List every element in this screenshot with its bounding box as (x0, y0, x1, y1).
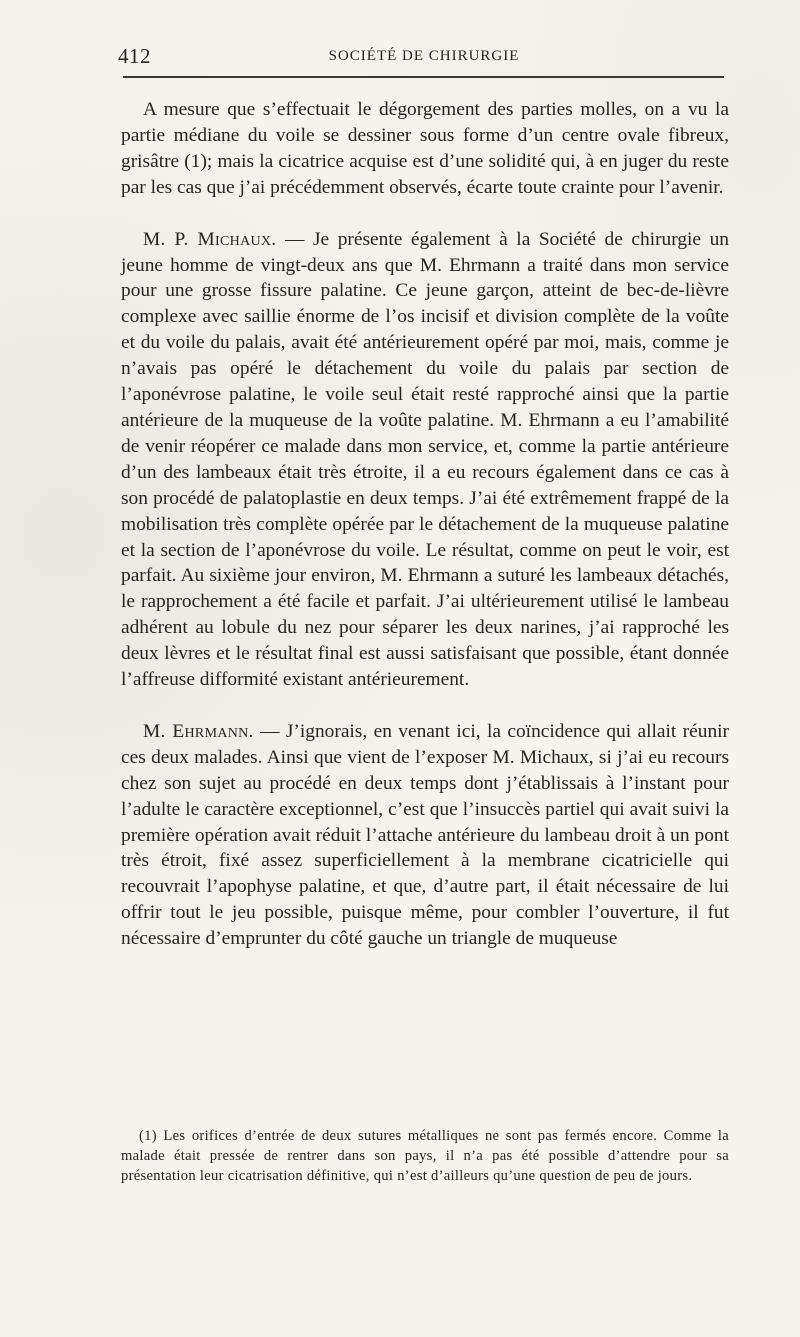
page-header (118, 44, 730, 74)
paragraph-text: A mesure que s’effectuait le dégorgement des parties molles, on a vu la partie médiane du voile se dessiner sous forme d’un centre ovale fibreux, grisâtre (1); mais la cicatrice acquise est d’une solidité qui, à en juger du reste par les cas que j’ai précédemment observés, écarte toute crainte pour l’avenir. (121, 99, 729, 198)
paragraph-text: — Je présente également à la Société de chirurgie un jeune homme de vingt-deux ans que M. Ehrmann a traité dans mon service pour une grosse fissure palatine. Ce jeune garçon, atteint de bec-de-lièvre complexe avec saillie énorme de l’os incisif et division complète de la voûte et du voile du palais, avait été antérieurement opéré par moi, mais, comme je n’avais pas opéré le détachement du voile du palais par section de l’aponévrose palatine, le voile seul était resté rapproché ainsi que la partie antérieure de la muqueuse de la voûte palatine. M. Ehrmann a eu l’amabilité de venir réopérer ce malade dans mon service, et, comme la partie antérieure d’un des lambeaux était très étroite, il a eu recours également dans ce cas à son procédé de palatoplastie en deux temps. J’ai été extrêmement frappé de la mobilisation très complète opérée par le détachement de la muqueuse palatine et la section de l’aponévrose du voile. Le résultat, comme on peut le voir, est parfait. Au sixième jour environ, M. Ehrmann a suturé les lambeaux détachés, le rapprochement a été facile et parfait. J’ai ultérieurement utilisé le lambeau adhérent au lobule du nez pour séparer les deux narines, j’ai rapproché les deux lèvres et le résultat final est aussi satisfaisant que possible, étant donnée l’affreuse difformité existant antérieurement. (121, 228, 729, 691)
speaker-name: M. Ehrmann. (143, 720, 254, 742)
footnote: (1) Les orifices d’entrée de deux sutures métalliques ne sont pas fermés encore. Comme la malade était pressée de rentrer dans son pays, il n’a pas été possible d’attendre pour sa présentation leur cicatrisation définitive, qui n’est d’ailleurs qu’une question de peu de jours. (121, 1128, 729, 1184)
running-title: SOCIÉTÉ DE CHIRURGIE (328, 48, 520, 64)
main-text (121, 97, 729, 952)
paragraph-michaux (121, 227, 729, 693)
page-number: 412 (118, 44, 151, 68)
paragraph-ehrmann (121, 719, 729, 952)
footnotes (121, 1126, 729, 1186)
paragraph-text: — J’ignorais, en venant ici, la coïncidence qui allait réunir ces deux malades. Ainsi que vient de l’exposer M. Michaux, si j’ai eu recours chez son sujet au procédé en deux temps dont j’établissais à l’instant pour l’adulte le caractère exceptionnel, c’est que l’insuccès partiel qui avait suivi la première opération avait réduit l’attache antérieure du lambeau droit à un pont très étroit, fixé assez superficiellement à la membrane cicatricielle qui recouvrait l’apophyse palatine, et que, d’autre part, il était nécessaire de lui offrir tout le jeu possible, puisque même, pour combler l’ouverture, il fut nécessaire d’emprunter du côté gauche un triangle de muqueuse (121, 720, 729, 950)
speaker-name: M. P. Michaux. (143, 228, 277, 250)
header-rule (123, 76, 724, 78)
paragraph-intro (121, 97, 729, 201)
